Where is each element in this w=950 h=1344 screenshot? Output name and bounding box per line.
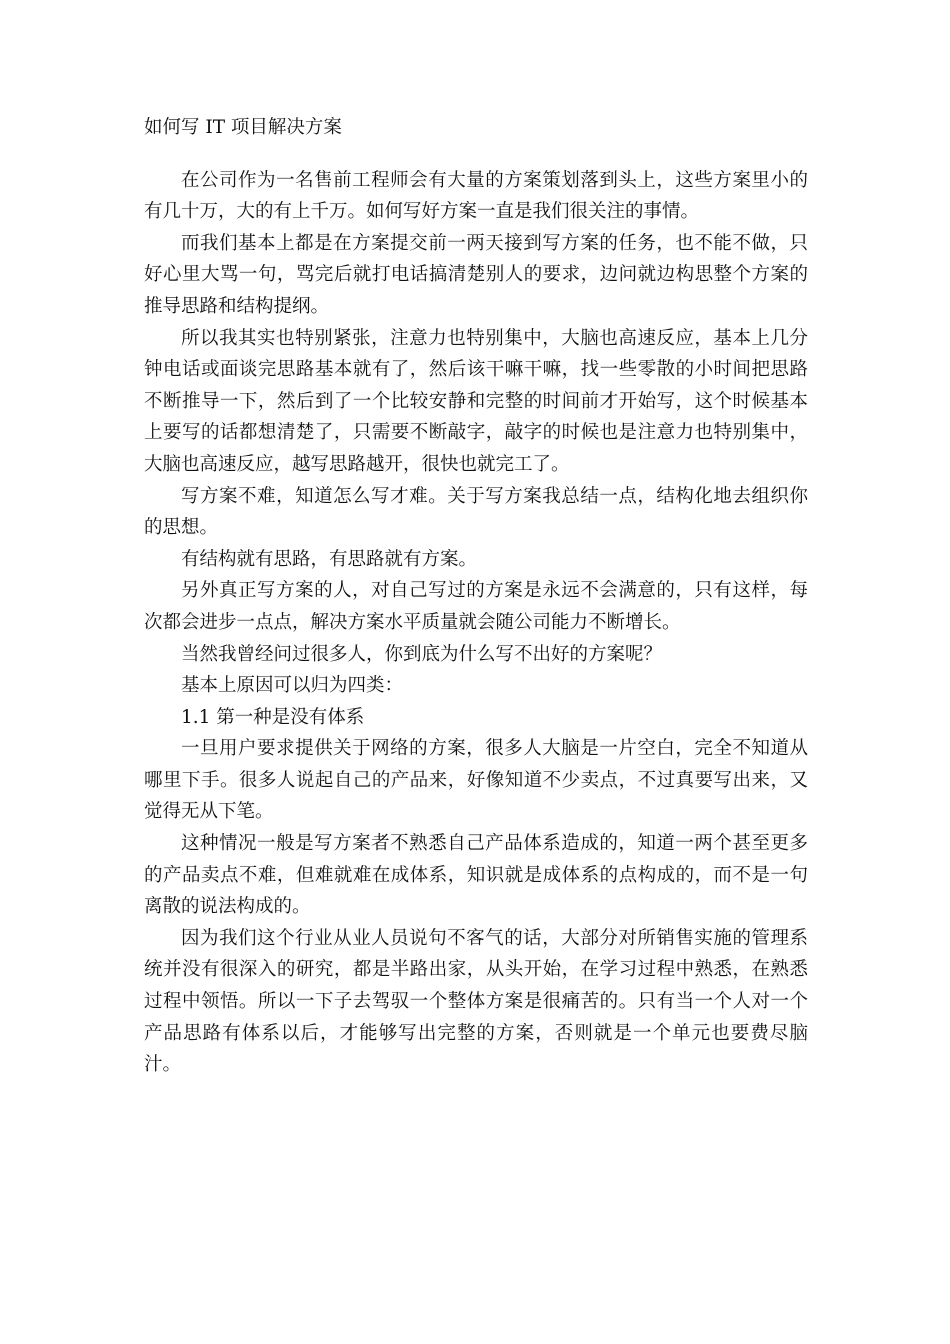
paragraph: 另外真正写方案的人，对自己写过的方案是永远不会满意的，只有这样，每次都会进步一点点，解决方案水平质量就会随公司能力不断增长。 (144, 580, 808, 633)
section-heading: 1.1 第一种是没有体系 (181, 706, 365, 728)
paragraph: 一旦用户要求提供关于网络的方案，很多人大脑是一片空白，完全不知道从哪里下手。很多人说起自己的产品来，好像知道不少卖点，不过真要写出来，又觉得无从下笔。 (144, 738, 808, 823)
paragraph: 基本上原因可以归为四类： (181, 675, 404, 697)
paragraph: 这种情况一般是写方案者不熟悉自己产品体系造成的，知道一两个甚至更多的产品卖点不难，但难就难在成体系，知识就是成体系的点构成的，而不是一句离散的说法构成的。 (144, 833, 808, 918)
paragraph: 有结构就有思路，有思路就有方案。 (181, 548, 478, 570)
paragraph: 所以我其实也特别紧张，注意力也特别集中，大脑也高速反应，基本上几分钟电话或面谈完思路基本就有了，然后该干嘛干嘛，找一些零散的小时间把思路不断推导一下，然后到了一个比较安静和完整的时间前才开始写，这个时候基本上要写的话都想清楚了，只需要不断敲字，敲字的时候也是注意力也特别集中，大脑也高速反应，越写思路越开，很快也就完工了。 (144, 327, 808, 475)
document-title: 如何写 IT 项目解决方案 (144, 117, 342, 138)
paragraph: 写方案不难，知道怎么写才难。关于写方案我总结一点，结构化地去组织你的思想。 (144, 485, 808, 539)
paragraph: 因为我们这个行业从业人员说句不客气的话，大部分对所销售实施的管理系统并没有很深入的研究，都是半路出家，从头开始，在学习过程中熟悉，在熟悉过程中领悟。所以一下子去驾驭一个整体方案是很痛苦的。只有当一个人对一个产品思路有体系以后，才能够写出完整的方案，否则就是一个单元也要费尽脑汁。 (144, 927, 808, 1076)
paragraph: 当然我曾经问过很多人，你到底为什么写不出好的方案呢？ (181, 643, 663, 665)
document-body (144, 112, 808, 1081)
paragraph: 在公司作为一名售前工程师会有大量的方案策划落到头上，这些方案里小的有几十万，大的有上千万。如何写好方案一直是我们很关注的事情。 (144, 169, 808, 223)
paragraph: 而我们基本上都是在方案提交前一两天接到写方案的任务，也不能不做，只好心里大骂一句，骂完后就打电话搞清楚别人的要求，边问就边构思整个方案的推导思路和结构提纲。 (144, 232, 808, 317)
